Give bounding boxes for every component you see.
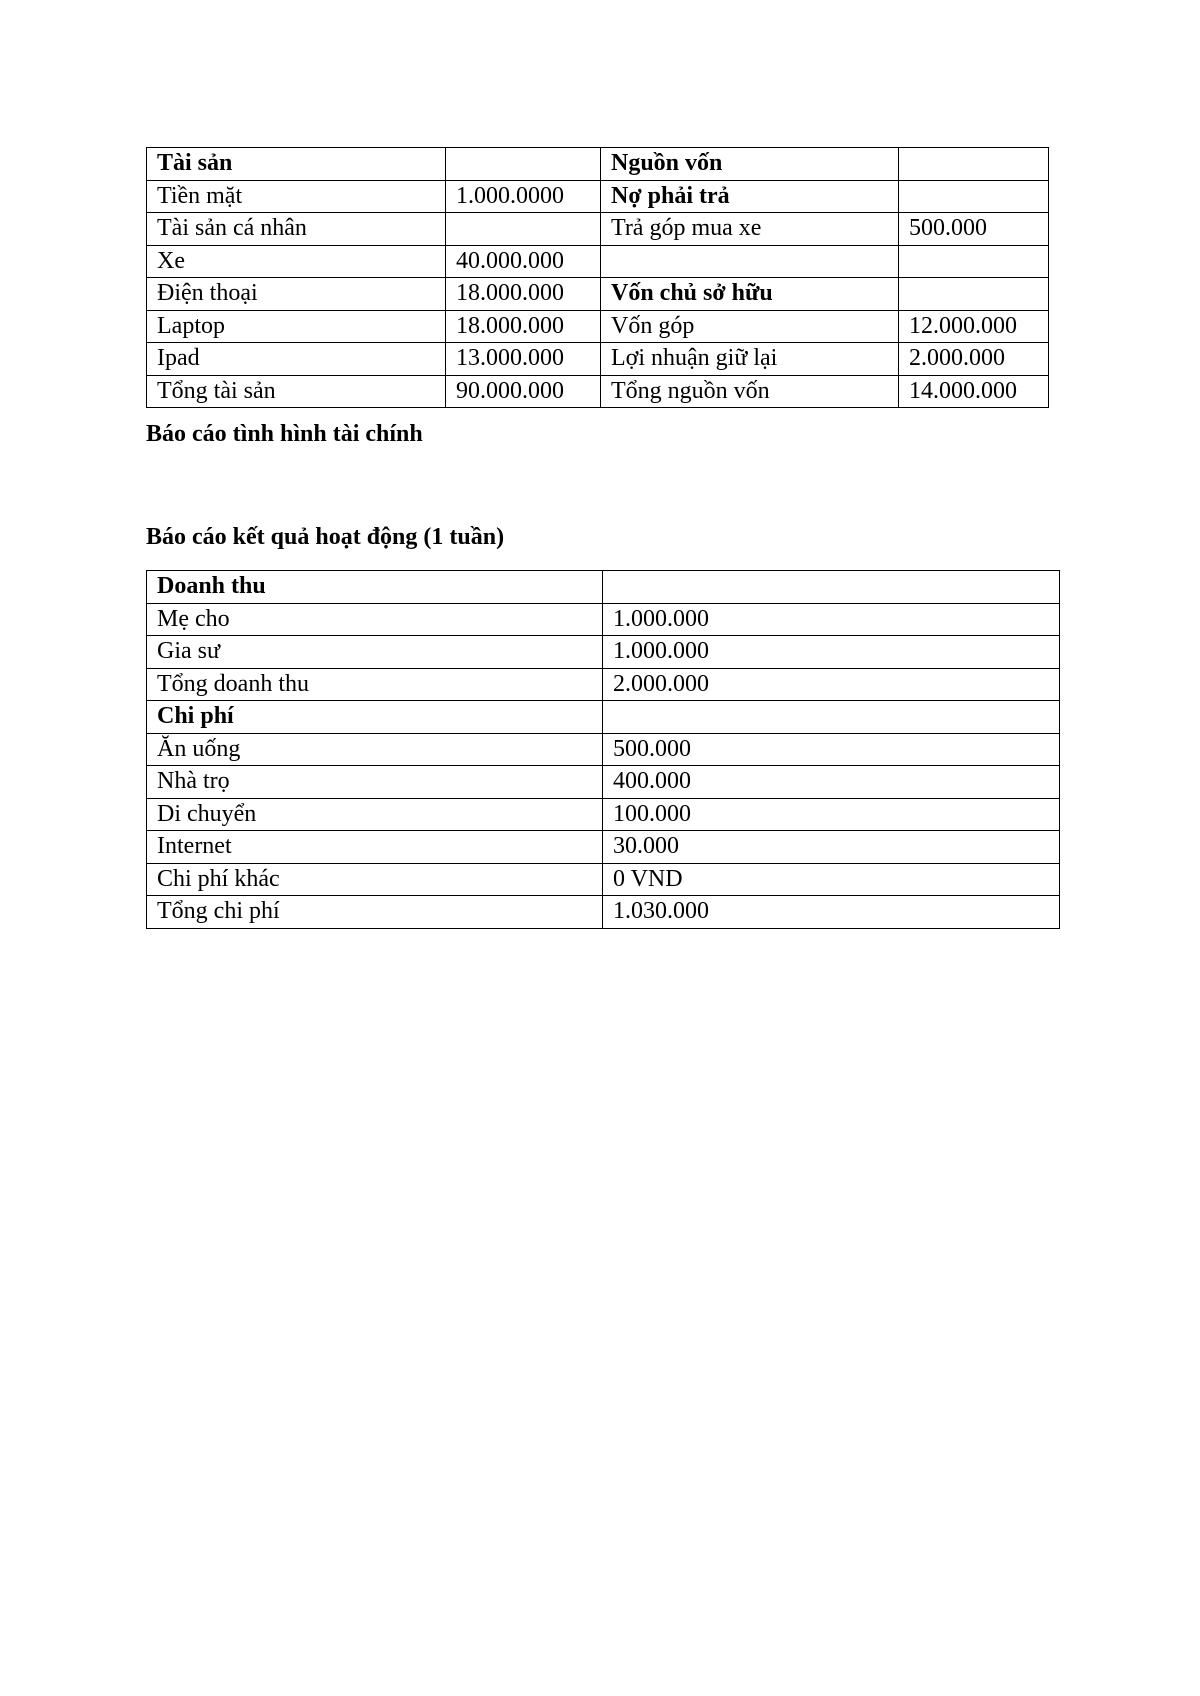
table-cell: Nợ phải trả	[601, 180, 899, 213]
table-cell: 100.000	[603, 798, 1060, 831]
table-cell: 400.000	[603, 766, 1060, 799]
table-row	[147, 245, 1049, 278]
table-row	[147, 571, 1060, 604]
table-cell: Vốn chủ sở hữu	[601, 278, 899, 311]
balance-sheet-title: Báo cáo tình hình tài chính	[146, 421, 423, 447]
income-statement-table	[146, 570, 1060, 929]
income-statement-title: Báo cáo kết quả hoạt động (1 tuần)	[146, 524, 505, 550]
table-cell: Internet	[147, 831, 603, 864]
table-cell: Vốn góp	[601, 310, 899, 343]
table-cell: 14.000.000	[899, 375, 1049, 408]
table-cell	[899, 148, 1049, 181]
table-cell: 0 VND	[603, 863, 1060, 896]
table-cell: Nguồn vốn	[601, 148, 899, 181]
table-cell	[899, 245, 1049, 278]
table-cell: Lợi nhuận giữ lại	[601, 343, 899, 376]
table-cell: Xe	[147, 245, 446, 278]
table-cell: 40.000.000	[446, 245, 601, 278]
table-cell	[603, 571, 1060, 604]
table-cell	[603, 701, 1060, 734]
table-row	[147, 375, 1049, 408]
table-row	[147, 668, 1060, 701]
table-cell: 18.000.000	[446, 278, 601, 311]
table-row	[147, 766, 1060, 799]
table-cell	[899, 180, 1049, 213]
table-cell	[601, 245, 899, 278]
table-row	[147, 180, 1049, 213]
table-cell: 1.000.000	[603, 603, 1060, 636]
table-cell: 12.000.000	[899, 310, 1049, 343]
table-cell: Ăn uống	[147, 733, 603, 766]
table-row	[147, 213, 1049, 246]
table-cell: 1.000.0000	[446, 180, 601, 213]
table-row	[147, 701, 1060, 734]
table-cell: Chi phí khác	[147, 863, 603, 896]
table-cell: 13.000.000	[446, 343, 601, 376]
table-cell: 30.000	[603, 831, 1060, 864]
table-cell: Tài sản cá nhân	[147, 213, 446, 246]
table-cell	[899, 278, 1049, 311]
table-row	[147, 863, 1060, 896]
table-cell: Trả góp mua xe	[601, 213, 899, 246]
table-row	[147, 733, 1060, 766]
table-cell: Nhà trọ	[147, 766, 603, 799]
table-cell: Di chuyển	[147, 798, 603, 831]
table-cell: Điện thoại	[147, 278, 446, 311]
table-cell: 90.000.000	[446, 375, 601, 408]
table-cell	[446, 148, 601, 181]
table-cell: Gia sư	[147, 636, 603, 669]
table-cell	[446, 213, 601, 246]
table-cell: Tổng chi phí	[147, 896, 603, 929]
table-row	[147, 310, 1049, 343]
table-cell: 2.000.000	[899, 343, 1049, 376]
table-row	[147, 343, 1049, 376]
table-cell: Mẹ cho	[147, 603, 603, 636]
table-cell: Tiền mặt	[147, 180, 446, 213]
table-cell: 1.000.000	[603, 636, 1060, 669]
table-cell: 1.030.000	[603, 896, 1060, 929]
table-cell: 18.000.000	[446, 310, 601, 343]
table-row	[147, 798, 1060, 831]
table-row	[147, 603, 1060, 636]
table-cell: Tổng nguồn vốn	[601, 375, 899, 408]
balance-sheet-table	[146, 147, 1049, 408]
table-cell: Doanh thu	[147, 571, 603, 604]
table-cell: Ipad	[147, 343, 446, 376]
table-cell: 2.000.000	[603, 668, 1060, 701]
table-row	[147, 896, 1060, 929]
table-cell: Tổng tài sản	[147, 375, 446, 408]
table-cell: 500.000	[603, 733, 1060, 766]
table-row	[147, 278, 1049, 311]
table-row	[147, 148, 1049, 181]
table-cell: 500.000	[899, 213, 1049, 246]
table-row	[147, 636, 1060, 669]
table-cell: Chi phí	[147, 701, 603, 734]
table-cell: Laptop	[147, 310, 446, 343]
table-cell: Tài sản	[147, 148, 446, 181]
table-row	[147, 831, 1060, 864]
table-cell: Tổng doanh thu	[147, 668, 603, 701]
